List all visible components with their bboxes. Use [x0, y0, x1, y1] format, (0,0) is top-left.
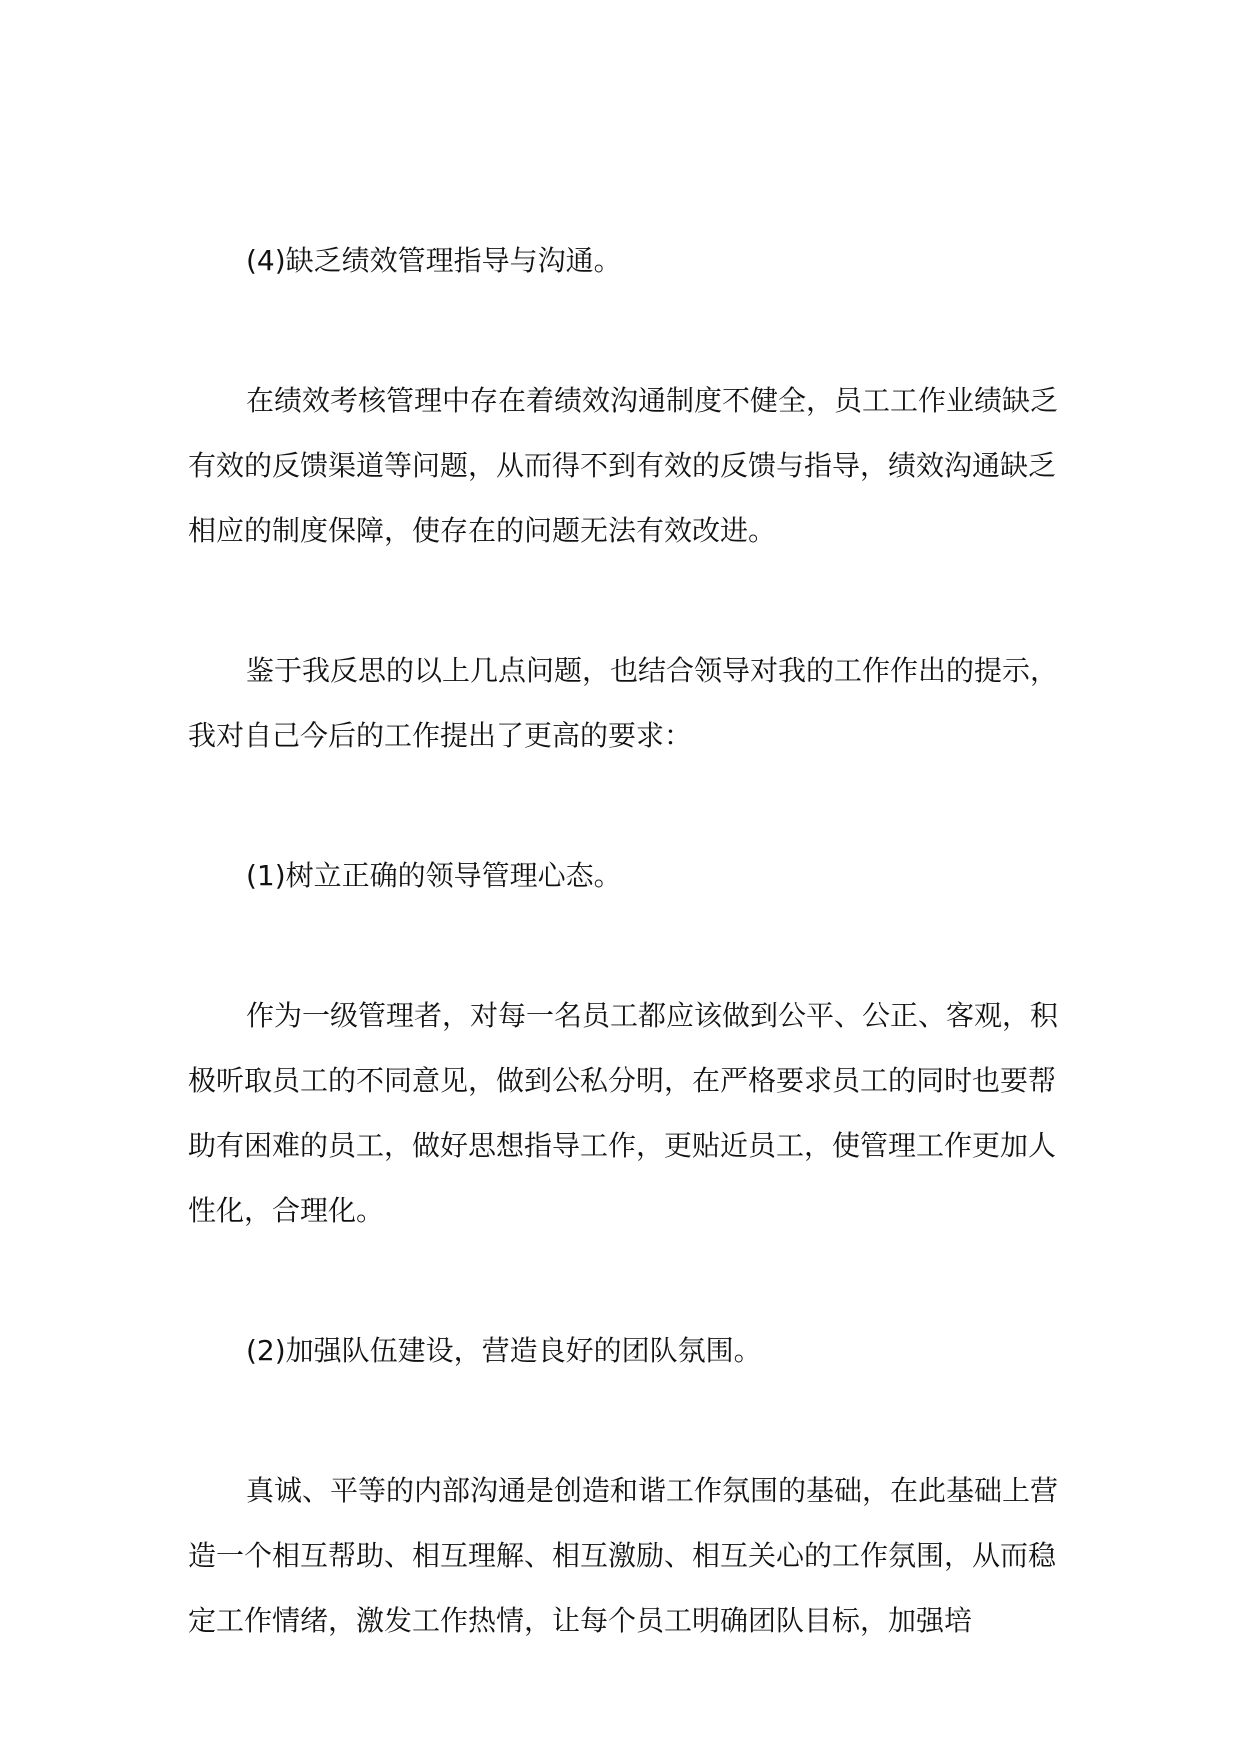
- paragraph-performance-communication: 在绩效考核管理中存在着绩效沟通制度不健全，员工工作业绩缺乏有效的反馈渠道等问题，从而得不到有效的反馈与指导，绩效沟通缺乏相应的制度保障，使存在的问题无法有效改进。: [188, 384, 1059, 547]
- section-heading-1: (1)树立正确的领导管理心态。: [246, 859, 622, 892]
- paragraph-team-atmosphere: 真诚、平等的内部沟通是创造和谐工作氛围的基础，在此基础上营造一个相互帮助、相互理解、相互激励、相互关心的工作氛围，从而稳定工作情绪，激发工作热情，让每个员工明确团队目标，加强培: [188, 1474, 1059, 1637]
- document-body: [188, 228, 1068, 1653]
- section-heading-2: (2)加强队伍建设，营造良好的团队氛围。: [246, 1334, 762, 1367]
- section-heading-4: (4)缺乏绩效管理指导与沟通。: [246, 244, 622, 277]
- paragraph-management-attitude: 作为一级管理者，对每一名员工都应该做到公平、公正、客观，积极听取员工的不同意见，做到公私分明，在严格要求员工的同时也要帮助有困难的员工，做好思想指导工作，更贴近员工，使管理工作更加人性化，合理化。: [188, 999, 1059, 1227]
- paragraph-reflection-requirements: 鉴于我反思的以上几点问题，也结合领导对我的工作作出的提示，我对自己今后的工作提出了更高的要求：: [188, 654, 1059, 752]
